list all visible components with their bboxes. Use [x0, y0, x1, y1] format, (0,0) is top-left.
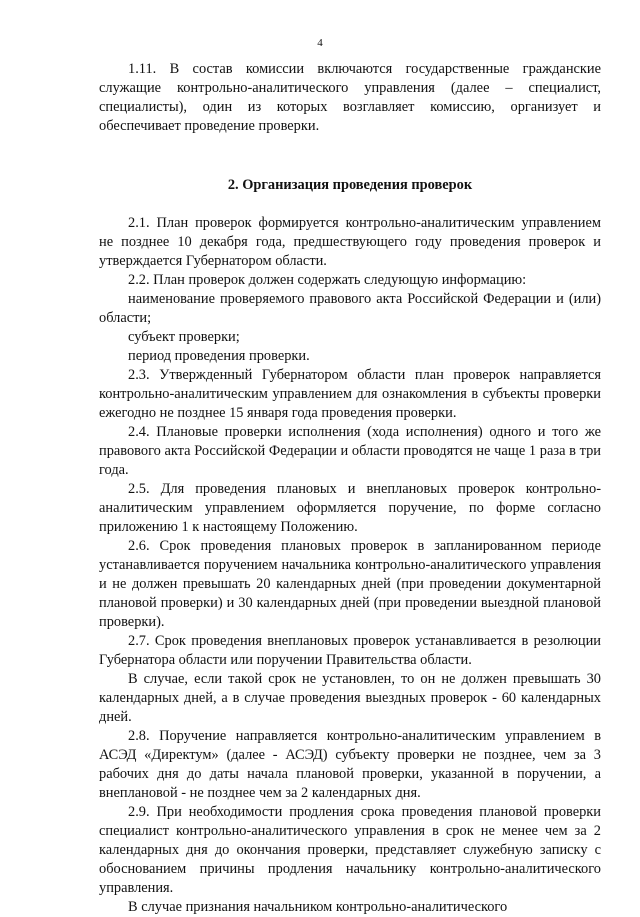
clause-2-5: 2.5. Для проведения плановых и внеплановых проверок контрольно-аналитическим управлением оформляется поручение, по форме согласно приложению 1 к настоящему Положению.	[99, 481, 601, 535]
section-heading: 2. Организация проведения проверок	[227, 177, 473, 193]
clause-2-2: 2.2. План проверок должен содержать следующую информацию:	[128, 272, 527, 288]
clause-2-9: 2.9. При необходимости продления срока проведения плановой проверки специалист контрольно-аналитического управления в срок не менее чем за 2 календарных дня до окончания проверки, представляет служебную записку с обоснованием причины продления начальнику контрольно-аналитического управления.	[99, 804, 601, 896]
list-item-period: период проведения проверки.	[128, 348, 310, 364]
clause-2-7: 2.7. Срок проведения внеплановых проверок устанавливается в резолюции Губернатора области или поручении Правительства области.	[99, 633, 601, 668]
clause-2-7-continuation: В случае, если такой срок не установлен, то он не должен превышать 30 календарных дней, а в случае проведения выездных проверок - 60 календарных дней.	[99, 671, 601, 725]
spacer	[99, 136, 601, 176]
document-body	[99, 60, 601, 917]
clause-2-9-continuation: В случае признания начальником контрольно-аналитического	[128, 899, 508, 915]
spacer	[99, 195, 601, 214]
clause-2-1: 2.1. План проверок формируется контрольно-аналитическим управлением не позднее 10 декабря года, предшествующего году проведения проверок и утверждается Губернатором области.	[99, 215, 601, 269]
list-item-subject: субъект проверки;	[128, 329, 240, 345]
clause-1-11: 1.11. В состав комиссии включаются государственные гражданские служащие контрольно-аналитического управления (далее – специалист, специалисты), один из которых возглавляет комиссию, организует и обеспечивает проведение проверки.	[99, 61, 601, 134]
clause-2-3: 2.3. Утвержденный Губернатором области план проверок направляется контрольно-аналитическим управлением для ознакомления в субъекты проверки ежегодно не позднее 15 января года проведения проверки.	[99, 367, 601, 421]
clause-2-6: 2.6. Срок проведения плановых проверок в запланированном периоде устанавливается поручением начальника контрольно-аналитического управления и не должен превышать 20 календарных дней (при проведении документарной плановой проверки) и 30 календарных дней (при проведении выездной плановой проверки).	[99, 538, 601, 630]
clause-2-4: 2.4. Плановые проверки исполнения (хода исполнения) одного и того же правового акта Российской Федерации и области проводятся не чаще 1 раза в три года.	[99, 424, 601, 478]
page-number: 4	[317, 37, 323, 49]
clause-2-8: 2.8. Поручение направляется контрольно-аналитическим управлением в АСЭД «Директум» (далее - АСЭД) субъекту проверки не позднее, чем за 3 рабочих дня до даты начала плановой проверки, указанной в поручении, а внеплановой - не позднее чем за 2 календарных дня.	[99, 728, 601, 801]
list-item-act-name: наименование проверяемого правового акта Российской Федерации и (или) области;	[99, 291, 601, 326]
